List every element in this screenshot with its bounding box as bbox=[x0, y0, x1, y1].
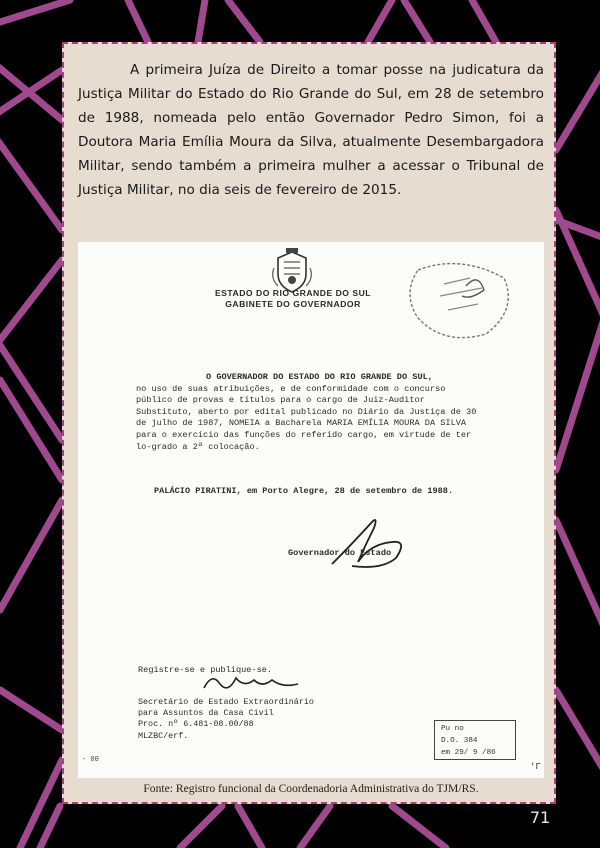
palace-date-line: PALÁCIO PIRATINI, em Porto Alegre, 28 de setembro de 1988. bbox=[154, 486, 454, 496]
governor-signature bbox=[312, 514, 422, 578]
page-number: 71 bbox=[529, 808, 551, 827]
decree-text bbox=[136, 372, 486, 453]
decree-body: no uso de suas atribuições, e de conformidade com o concurso público de provas e títulos para o cargo de Juiz-Auditor Substituto, aberto por edital publicado no Diário da Justiça de 30 de julho de 1987, NOMEIA a Bacharela MARIA EMÍLIA MOURA DA SILVA para o exercício das funções do referido cargo, em virtude de ter lo-grado a 2ª colocação. bbox=[136, 383, 477, 452]
corner-mark: 'Г bbox=[530, 762, 541, 772]
secretary-signature bbox=[198, 666, 308, 696]
governor-label: Governador do Estado bbox=[288, 548, 392, 558]
reference-code: MLZBC/erf. bbox=[138, 730, 189, 741]
ink-stamp bbox=[400, 256, 520, 342]
secretary-line-2: para Assuntos da Casa Civil bbox=[138, 708, 274, 719]
header-state: ESTADO DO RIO GRANDE DO SUL bbox=[214, 288, 372, 298]
publication-stamp bbox=[434, 720, 516, 760]
secretary-line-1: Secretário de Estado Extraordinário bbox=[138, 697, 314, 707]
decree-title: O GOVERNADOR DO ESTADO DO RIO GRANDE DO SUL, bbox=[206, 372, 433, 382]
secretary-block bbox=[138, 697, 314, 742]
source-caption: Fonte: Registro funcional da Coordenadoria Administrativa do TJM/RS. bbox=[143, 782, 479, 795]
header-cabinet: GABINETE DO GOVERNADOR bbox=[225, 299, 361, 309]
protocol-line-3: em 29/ 9 /86 bbox=[441, 749, 496, 757]
protocol-line-1: Pu no bbox=[441, 725, 464, 733]
intro-paragraph: A primeira Juíza de Direito a tomar posse na judicatura da Justiça Militar do Estado do Rio Grande do Sul, em 28 de setembro de 1988, nomeada pelo então Governador Pedro Simon, foi a Doutora Maria Emília Moura da Silva, atualmente Desembargadora Militar, sendo também a primeira mulher a acessar o Tribunal de Justiça Militar, no dia seis de fevereiro de 2015. bbox=[78, 62, 544, 198]
margin-mark: - 00 bbox=[82, 756, 99, 764]
scanned-decree-document bbox=[78, 242, 544, 778]
register-line: Registre-se e publique-se. bbox=[138, 665, 273, 675]
content-panel bbox=[62, 42, 556, 804]
document-header bbox=[198, 288, 388, 310]
protocol-line-2: D.O. 384 bbox=[441, 737, 478, 745]
process-number: Proc. nº 6.481-08.00/88 bbox=[138, 719, 254, 730]
